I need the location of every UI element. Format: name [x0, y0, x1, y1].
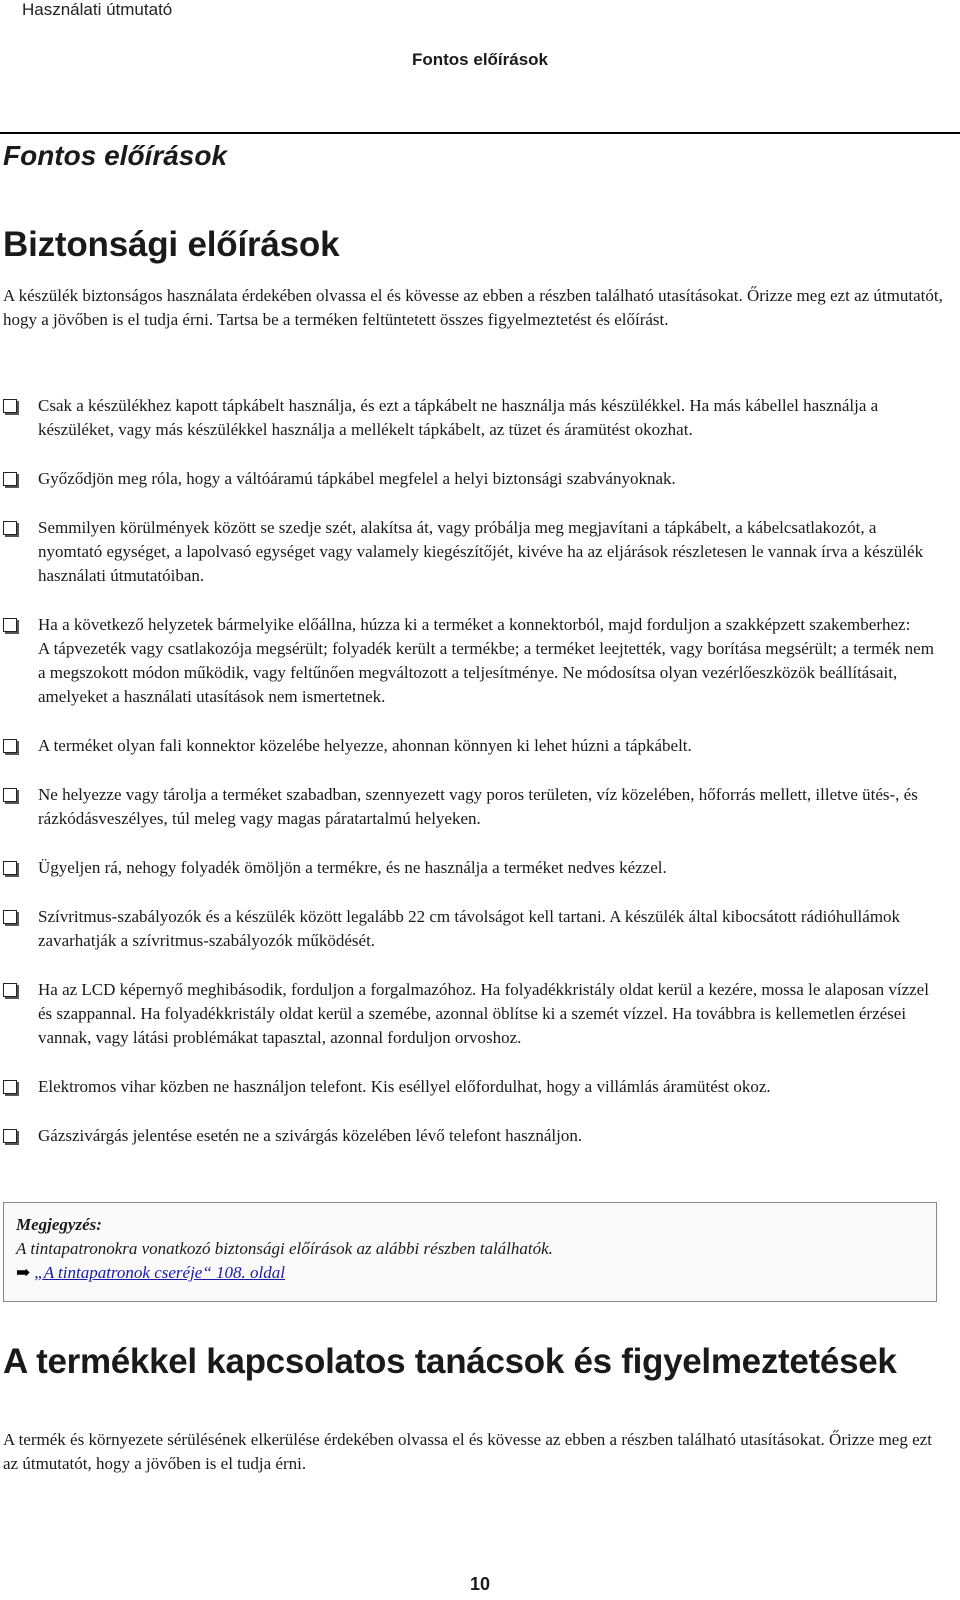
list-item-text: Ügyeljen rá, nehogy folyadék ömöljön a termékre, és ne használja a terméket nedves kézzel.: [38, 858, 667, 877]
list-item: [0, 905, 940, 953]
list-item-text: Szívritmus-szabályozók és a készülék között legalább 22 cm távolságot kell tartani. A készülék által kibocsátott rádióhullámok zavarhatják a szívritmus-szabályozók működését.: [38, 907, 901, 950]
list-item-text: Elektromos vihar közben ne használjon telefont. Kis eséllyel előfordulhat, hogy a villámlás áramütést okoz.: [38, 1077, 771, 1096]
list-item: [0, 783, 940, 831]
checkbox-bullet-icon: [3, 618, 17, 632]
tips-intro: A termék és környezete sérülésének elkerülése érdekében olvassa el és kövesse az ebben a részben található utasításokat. Őrizze meg ezt az útmutatót, hogy a jövőben is el tudja érni.: [3, 1430, 932, 1473]
list-item-text: Ne helyezze vagy tárolja a terméket szabadban, szennyezett vagy poros területen, víz közelében, hőforrás mellett, illetve ütés-, és rázkódásveszélyes, túl meleg vagy magas páratartalmú helyeken.: [38, 785, 918, 828]
note-text: A tintapatronokra vonatkozó biztonsági előírások az alábbi részben találhatók.: [16, 1239, 553, 1258]
list-item: [0, 856, 940, 880]
list-item: [0, 734, 940, 758]
list-item-text: Győződjön meg róla, hogy a váltóáramú tápkábel megfelel a helyi biztonsági szabványoknak.: [38, 469, 676, 488]
note-title: Megjegyzés:: [16, 1215, 102, 1234]
checkbox-bullet-icon: [3, 861, 17, 875]
safety-list: [0, 394, 960, 1173]
chapter-title: Fontos előírások: [3, 140, 228, 171]
checkbox-bullet-icon: [3, 472, 17, 486]
page-number: 10: [469, 1574, 491, 1594]
list-item: [0, 1075, 940, 1099]
list-item-text: Gázszivárgás jelentése esetén ne a szivárgás közelében lévő telefont használjon.: [38, 1126, 583, 1145]
manual-title: Használati útmutató: [22, 0, 173, 19]
tips-heading: A termékkel kapcsolatos tanácsok és figyelmeztetések: [3, 1342, 897, 1381]
checkbox-bullet-icon: [3, 983, 17, 997]
list-item: [0, 613, 940, 709]
safety-intro: A készülék biztonságos használata érdekében olvassa el és kövesse az ebben a részben található utasításokat. Őrizze meg ezt az útmutatót, hogy a jövőben is el tudja érni. Tartsa be a terméken feltüntetett összes figyelmeztetést és előírást.: [3, 286, 943, 329]
note-reference: [16, 1261, 924, 1285]
list-item-text: A terméket olyan fali konnektor közelébe helyezze, ahonnan könnyen ki lehet húzni a tápkábelt.: [38, 736, 692, 755]
header-divider: [0, 132, 960, 134]
checkbox-bullet-icon: [3, 1129, 17, 1143]
checkbox-bullet-icon: [3, 739, 17, 753]
checkbox-bullet-icon: [3, 1080, 17, 1094]
arrow-right-icon: ➡: [16, 1263, 31, 1282]
list-item: [0, 467, 940, 491]
safety-heading: Biztonsági előírások: [3, 225, 340, 264]
section-title: Fontos előírások: [411, 50, 549, 69]
checkbox-bullet-icon: [3, 910, 17, 924]
list-item: [0, 1124, 940, 1148]
checkbox-bullet-icon: [3, 399, 17, 413]
note-box: [3, 1202, 937, 1302]
list-item-text: Semmilyen körülmények között se szedje szét, alakítsa át, vagy próbálja meg megjavítani a tápkábelt, a kábelcsatlakozót, a nyomtató egységet, a lapolvasó egységet vagy valamely kiegészítőjét, kivéve ha az eljárások részletesen le vannak írva a készülék használati útmutatóiban.: [38, 518, 924, 585]
list-item: [0, 394, 940, 442]
list-item-text: Ha az LCD képernyő meghibásodik, forduljon a forgalmazóhoz. Ha folyadékkristály oldat kerül a kezére, mossa le alaposan vízzel és szappannal. Ha folyadékkristály oldat kerül a szemébe, azonnal öblítse ki a szemét vízzel. Ha továbbra is kellemetlen érzései vannak, vagy látási problémákat tapasztal, azonnal forduljon orvoshoz.: [38, 980, 929, 1047]
checkbox-bullet-icon: [3, 521, 17, 535]
cross-reference-link[interactable]: „A tintapatronok cseréje“ 108. oldal: [34, 1263, 285, 1282]
list-item-text: Csak a készülékhez kapott tápkábelt használja, és ezt a tápkábelt ne használja más készülékkel. Ha más kábellel használja a készüléket, vagy más készülékkel használja a mellékelt tápkábelt, az tüzet és áramütést okozhat.: [38, 396, 879, 439]
checkbox-bullet-icon: [3, 788, 17, 802]
list-item: [0, 516, 940, 588]
list-item-text: Ha a következő helyzetek bármelyike előállna, húzza ki a terméket a konnektorból, majd forduljon a szakképzett szakemberhez: A tápvezeték vagy csatlakozója megsérült; folyadék került a termékbe; a terméket leejtették, vagy borítása megsérült; a termék nem a megszokott módon működik, vagy feltűnően megváltozott a teljesítménye. Ne módosítsa olyan vezérlőeszközök beállításait, amelyeket a használati utasítások nem ismertetnek.: [38, 615, 934, 706]
list-item: [0, 978, 940, 1050]
